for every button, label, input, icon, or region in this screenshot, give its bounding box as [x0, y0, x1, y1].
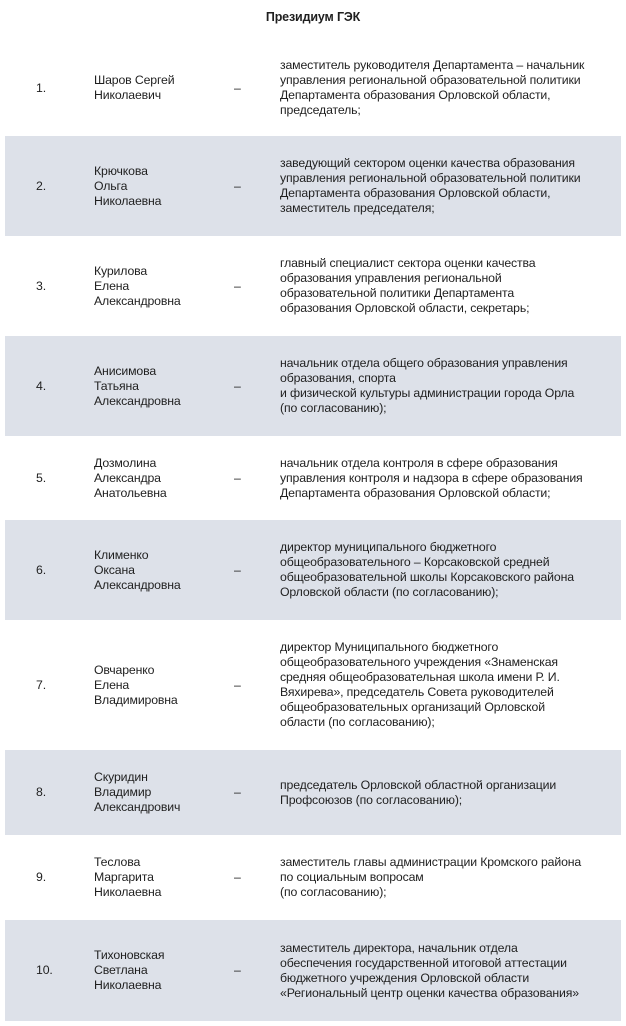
member-role-line: и физической культуры администрации города Орла: [280, 386, 575, 400]
member-name: [94, 520, 234, 620]
member-name: [94, 835, 234, 920]
member-role-line: общеобразовательного учреждения «Знаменская: [280, 655, 558, 669]
member-row: [5, 920, 621, 1021]
member-name-line: Николаевич: [94, 88, 161, 102]
member-name-line: Овчаренко: [94, 662, 155, 677]
member-name-line: Скуридин: [94, 770, 148, 784]
member-role-line: «Региональный центр оценки качества образования»: [280, 985, 579, 1000]
member-name-line: Николаевна: [94, 885, 162, 899]
member-role-line: общеобразовательных организаций Орловской: [280, 700, 545, 714]
member-role-line: по социальным вопросам: [280, 870, 424, 884]
member-name: [94, 750, 234, 835]
member-role: [280, 920, 621, 1021]
member-number: 7.: [36, 677, 46, 692]
member-role-line: области (по согласованию);: [280, 715, 435, 729]
member-number: 4.: [5, 336, 94, 436]
member-name-line: Шаров Сергей: [94, 73, 175, 87]
member-role-line: директор муниципального бюджетного: [280, 540, 497, 554]
member-name: [94, 136, 234, 236]
member-role-line: заведующий сектором оценки качества образования: [280, 156, 575, 170]
member-role-line: образования, спорта: [280, 371, 396, 385]
member-name-line: Тихоновская: [94, 948, 165, 962]
member-role-line: (по согласованию);: [280, 885, 387, 899]
member-role-line: председатель;: [280, 103, 361, 117]
member-name-line: Александровна: [94, 393, 181, 408]
dash-separator: –: [234, 336, 280, 436]
dash-separator: –: [234, 520, 280, 620]
dash-separator: –: [234, 920, 280, 1021]
member-name-line: Курилова: [94, 263, 148, 278]
member-role: [280, 336, 621, 436]
dash-separator: –: [234, 278, 241, 293]
member-number: 3.: [36, 278, 46, 293]
member-role-line: образования управления региональной: [280, 271, 502, 285]
member-number: 8.: [5, 750, 94, 835]
member-role-line: начальник отдела общего образования управления: [280, 356, 568, 370]
member-name: [94, 336, 234, 436]
member-role: [280, 620, 621, 750]
member-name-line: Маргарита: [94, 870, 154, 884]
member-role-line: заместитель директора, начальник отдела: [280, 940, 518, 955]
member-row: [5, 236, 621, 336]
member-row: [5, 336, 621, 436]
member-role-line: главный специалист сектора оценки качества: [280, 256, 536, 270]
member-role-line: председатель Орловской областной организации: [280, 777, 557, 792]
member-name-line: Елена: [94, 677, 130, 692]
member-role-line: управления региональной образовательной политики: [280, 73, 581, 87]
member-role: [280, 436, 621, 520]
member-role-line: Департамента образования Орловской области,: [280, 88, 551, 102]
dash-separator: –: [234, 677, 241, 692]
member-role: [280, 236, 621, 336]
member-name-line: Клименко: [94, 547, 149, 562]
member-role-line: Орловской области (по согласованию);: [280, 585, 499, 599]
member-name-line: Татьяна: [94, 378, 139, 393]
member-name-line: Николаевна: [94, 193, 162, 208]
member-role-line: обеспечения государственной итоговой аттестации: [280, 955, 567, 970]
member-row: [5, 136, 621, 236]
member-name-line: Владимир: [94, 785, 152, 799]
member-name: [94, 40, 234, 136]
member-name-line: Теслова: [94, 855, 141, 869]
member-role-line: директор Муниципального бюджетного: [280, 640, 499, 654]
member-role-line: бюджетного учреждения Орловской области: [280, 970, 530, 985]
member-role-line: заместитель председателя;: [280, 201, 435, 215]
member-number: 5.: [36, 470, 46, 485]
member-name-line: Александровна: [94, 577, 181, 592]
member-name-line: Николаевна: [94, 978, 162, 992]
member-name: [94, 436, 234, 520]
member-role-line: общеобразовательной школы Корсаковского района: [280, 570, 574, 584]
member-role-line: управления контроля и надзора в сфере образования: [280, 470, 583, 485]
member-role: [280, 136, 621, 236]
member-name: [94, 620, 234, 750]
member-row: [5, 436, 621, 520]
member-name-line: Александровна: [94, 293, 181, 308]
member-row: [5, 750, 621, 835]
member-role-line: общеобразовательного – Корсаковской средней: [280, 555, 550, 569]
member-row: [5, 40, 621, 136]
member-row: [5, 520, 621, 620]
member-role-line: (по согласованию);: [280, 401, 387, 415]
member-name-line: Анатольевна: [94, 485, 167, 500]
member-name-line: Елена: [94, 278, 130, 293]
page-title: Президиум ГЭК: [265, 10, 361, 24]
member-name-line: Дозмолина: [94, 455, 157, 470]
dash-separator: –: [234, 80, 241, 95]
members-table: [5, 40, 621, 1021]
member-name-line: Светлана: [94, 963, 148, 977]
member-name-line: Александра: [94, 470, 161, 485]
member-role-line: заместитель главы администрации Кромского района: [280, 855, 582, 869]
member-role-line: образования Орловской области, секретарь;: [280, 301, 530, 315]
member-row: [5, 620, 621, 750]
member-number: 9.: [36, 870, 46, 884]
member-role-line: Профсоюзов (по согласованию);: [280, 792, 463, 807]
member-role-line: образовательной политики Департамента: [280, 286, 515, 300]
member-name-line: Александрович: [94, 800, 181, 814]
member-role-line: Департамента образования Орловской области,: [280, 186, 551, 200]
member-name: [94, 236, 234, 336]
member-role-line: управления региональной образовательной политики: [280, 171, 581, 185]
member-role-line: начальник отдела контроля в сфере образования: [280, 455, 558, 470]
member-number: 6.: [5, 520, 94, 620]
dash-separator: –: [234, 870, 241, 884]
member-role-line: Вяхирева», председатель Совета руководителей: [280, 685, 554, 699]
member-name: [94, 920, 234, 1021]
member-row: [5, 835, 621, 920]
member-role: [280, 520, 621, 620]
member-role: [280, 750, 621, 835]
member-name-line: Владимировна: [94, 692, 178, 707]
member-name-line: Оксана: [94, 562, 135, 577]
dash-separator: –: [234, 470, 241, 485]
dash-separator: –: [234, 136, 280, 236]
member-role-line: заместитель руководителя Департамента – начальник: [280, 58, 585, 72]
member-number: 2.: [5, 136, 94, 236]
dash-separator: –: [234, 750, 280, 835]
member-number: 1.: [36, 80, 46, 95]
member-role-line: средняя общеобразовательная школа имени Р. И.: [280, 670, 560, 684]
member-role-line: Департамента образования Орловской области;: [280, 485, 551, 500]
member-role: [280, 835, 621, 920]
member-name-line: Анисимова: [94, 363, 157, 378]
member-number: 10.: [5, 920, 94, 1021]
member-name-line: Крючкова: [94, 163, 148, 178]
member-name-line: Ольга: [94, 178, 128, 193]
member-role: [280, 40, 621, 136]
